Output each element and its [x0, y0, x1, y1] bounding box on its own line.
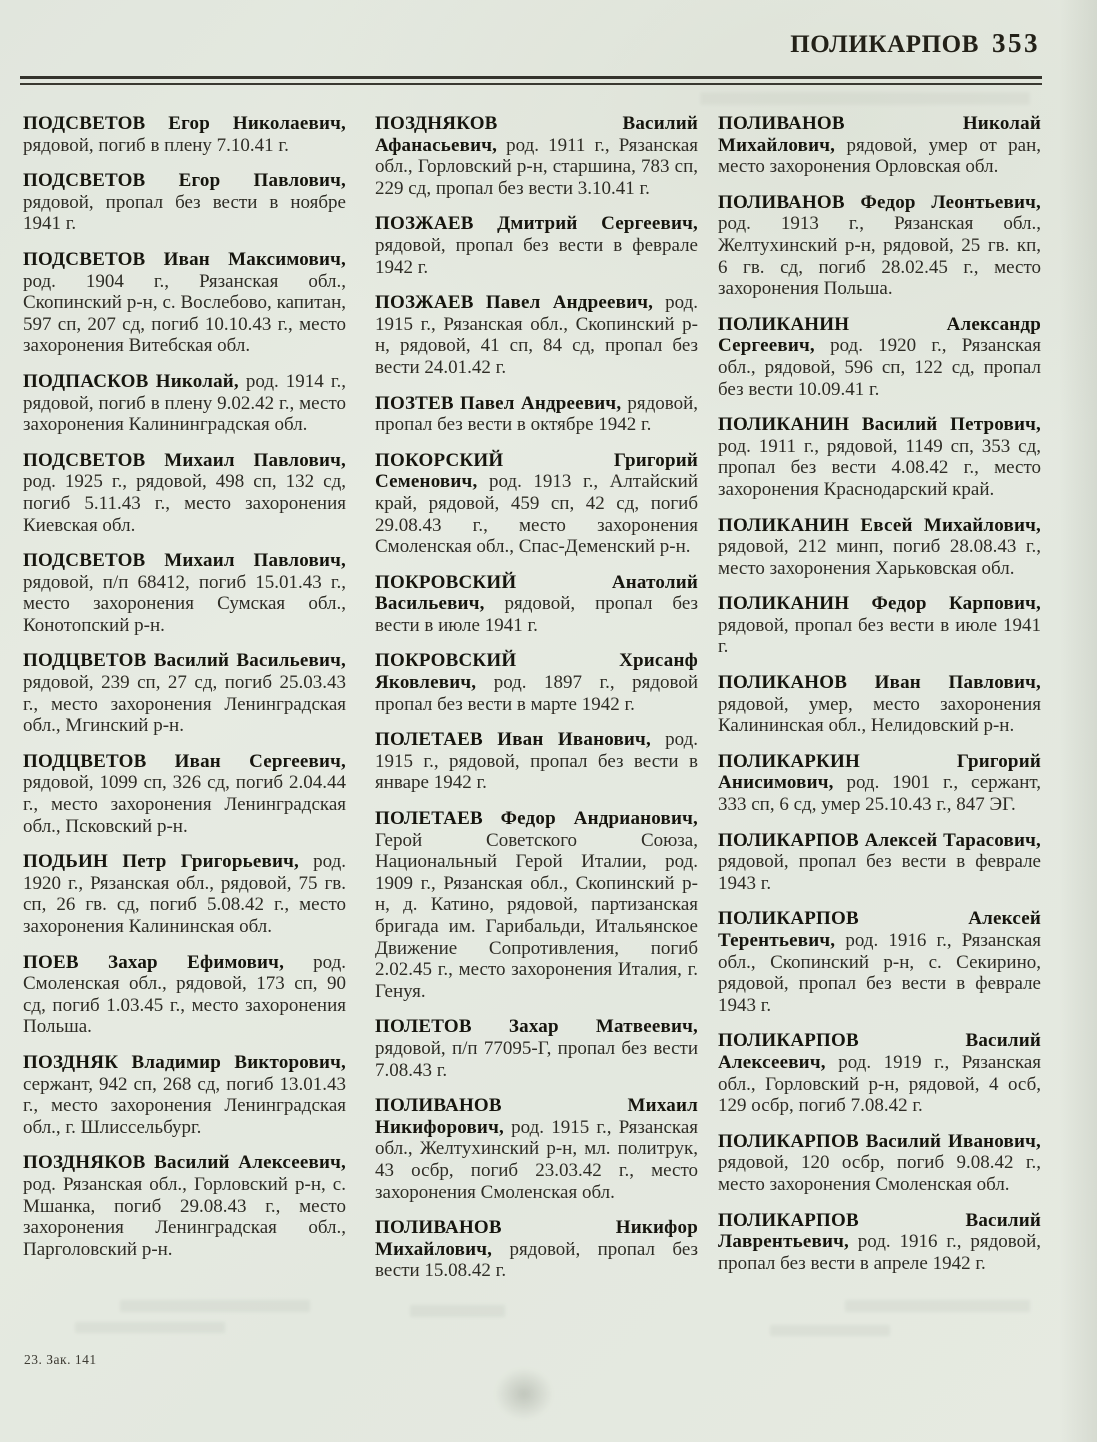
- entry-details: рядовой, 1099 сп, 326 сд, погиб 2.04.44 г., место захоронения Ленинградская обл., Псковский р-н.: [23, 772, 346, 837]
- bleedthrough-artifact: [770, 1325, 890, 1336]
- entry-details: рядовой, пропал без вести в июле 1941 г.: [375, 593, 698, 636]
- entry-person-name: ПОЛИВАНОВ Никифор Михайлович,: [375, 1217, 698, 1260]
- memorial-entry: [718, 515, 1041, 580]
- memorial-entry: [23, 1052, 346, 1138]
- entry-person-name: ПОКОРСКИЙ Григорий Семенович,: [375, 449, 698, 493]
- memorial-entry: [375, 572, 698, 637]
- entry-person-name: ПОЕВ Захар Ефимович,: [23, 951, 285, 973]
- memorial-entry: [718, 1030, 1041, 1116]
- page-number: 353: [992, 28, 1040, 58]
- entry-person-name: ПОКРОВСКИЙ Хрисанф Яковлевич,: [375, 650, 698, 694]
- bleedthrough-artifact: [120, 1300, 310, 1312]
- entry-details: рядовой, пропал без вести в ноябре 1941 г.: [23, 191, 346, 235]
- entry-details: род. 1925 г., рядовой, 498 сп, 132 сд, погиб 5.11.43 г., место захоронения Киевская обл.: [23, 471, 346, 536]
- memorial-entry: [23, 952, 346, 1038]
- memorial-entry: [23, 550, 346, 636]
- entry-person-name: ПОДСВЕТОВ Михаил Павлович,: [23, 449, 346, 471]
- memorial-entry: [375, 292, 698, 378]
- entry-person-name: ПОДСВЕТОВ Егор Николаевич,: [23, 113, 346, 134]
- entry-details: рядовой, 239 сп, 27 сд, погиб 25.03.43 г., место захоронения Ленинградская обл., Мгинский р-н.: [23, 672, 346, 737]
- entry-person-name: ПОКРОВСКИЙ Анатолий Васильевич,: [375, 571, 698, 615]
- memorial-entry: [375, 1095, 698, 1203]
- entry-person-name: ПОЛИВАНОВ Федор Леонтьевич,: [718, 191, 1041, 213]
- entry-person-name: ПОЛИКАРПОВ Василий Алексеевич,: [718, 1030, 1041, 1073]
- memorial-entry: [375, 808, 698, 1002]
- bleedthrough-artifact: [410, 1305, 505, 1317]
- entry-details: род. 1915 г., Рязанская обл., Желтухинский р-н, мл. политрук, 43 осбр, погиб 23.03.42 г., место захоронения Смоленская обл.: [375, 1116, 698, 1203]
- running-head: [790, 28, 1040, 59]
- entry-details: рядовой, пропал без вести в феврале 1942 г.: [375, 234, 698, 278]
- entry-person-name: ПОЛИКАНИН Василий Петрович,: [718, 414, 1041, 436]
- entry-person-name: ПОДЬИН Петр Григорьевич,: [23, 851, 299, 873]
- entry-details: рядовой, пропал без вести в июле 1941 г.: [718, 614, 1041, 658]
- memorial-entry: [23, 249, 346, 357]
- memorial-entry: [23, 751, 346, 837]
- memorial-entry: [375, 1016, 698, 1081]
- bleedthrough-artifact: [75, 1322, 225, 1333]
- entry-details: рядовой, пропал без вести в октябре 1942 г.: [375, 392, 698, 436]
- memorial-entry: [375, 393, 698, 436]
- print-order-note: 23. Зак. 141: [24, 1352, 97, 1367]
- memorial-entry: [718, 192, 1041, 300]
- entry-details: род. 1911 г., Рязанская обл., Горловский р-н, старшина, 783 сп, 229 сд, пропал без вести 3.10.41 г.: [375, 134, 698, 199]
- entry-person-name: ПОЛИКАНОВ Иван Павлович,: [718, 672, 1041, 694]
- entry-details: род. 1920 г., Рязанская обл., рядовой, 75 гв. сп, 26 гв. сд, погиб 5.08.42 г., место захоронения Калининская обл.: [23, 851, 346, 937]
- entry-details: рядовой, умер от ран, место захоронения Орловская обл.: [718, 134, 1041, 178]
- bleedthrough-artifact: [845, 1300, 1030, 1312]
- bleedthrough-artifact: [700, 92, 1030, 105]
- entry-details: род. 1919 г., Рязанская обл., Горловский р-н, рядовой, 4 осб, 129 осбр, погиб 7.08.42 г.: [718, 1051, 1041, 1117]
- entry-person-name: ПОЛИВАНОВ Михаил Никифорович,: [375, 1095, 698, 1138]
- entry-person-name: ПОДЦВЕТОВ Иван Сергеевич,: [23, 750, 346, 772]
- entry-details: род. 1901 г., сержант, 333 сп, 6 сд, умер 25.10.43 г., 847 ЭГ.: [718, 772, 1041, 816]
- memorial-entry: [23, 851, 346, 937]
- entry-person-name: ПОЛИКАРКИН Григорий Анисимович,: [718, 750, 1041, 794]
- entry-person-name: ПОДЦВЕТОВ Василий Васильевич,: [23, 650, 346, 672]
- entry-details: род. 1920 г., Рязанская обл., рядовой, 596 сп, 122 сд, пропал без вести 10.09.41 г.: [718, 335, 1041, 400]
- entry-person-name: ПОЛИВАНОВ Николай Михайлович,: [718, 113, 1041, 156]
- entry-person-name: ПОДСВЕТОВ Иван Максимович,: [23, 248, 346, 270]
- text-column-1: [23, 113, 346, 1274]
- memorial-entry: [23, 650, 346, 736]
- memorial-entry: [23, 113, 346, 156]
- memorial-entry: [375, 113, 698, 199]
- entry-person-name: ПОЗДНЯКОВ Василий Афанасьевич,: [375, 113, 698, 156]
- entry-person-name: ПОЗЖАЕВ Дмитрий Сергеевич,: [375, 213, 698, 235]
- memorial-entry: [718, 414, 1041, 500]
- page-edge-shadow: [1059, 0, 1097, 1442]
- memorial-entry: [718, 314, 1041, 400]
- memorial-entry: [23, 1152, 346, 1260]
- entry-person-name: ПОЗДНЯК Владимир Викторович,: [23, 1051, 346, 1073]
- entry-details: род. 1904 г., Рязанская обл., Скопинский р-н, с. Вослебово, капитан, 597 сп, 207 сд, погиб 10.10.43 г., место захоронения Витебская обл.: [23, 270, 346, 357]
- memorial-entry: [375, 1217, 698, 1282]
- entry-person-name: ПОЛИКАРПОВ Алексей Тарасович,: [718, 829, 1041, 851]
- memorial-entry: [375, 450, 698, 558]
- entry-details: род. 1915 г., Рязанская обл., Скопинский р-н, рядовой, 41 сп, 84 сд, пропал без вести 24.01.42 г.: [375, 292, 698, 378]
- smudge-artifact: [495, 1368, 553, 1420]
- entry-person-name: ПОЗТЕВ Павел Андреевич,: [375, 392, 622, 414]
- entry-person-name: ПОДСВЕТОВ Егор Павлович,: [23, 170, 346, 192]
- entry-details: род. 1916 г., рядовой, пропал без вести в апреле 1942 г.: [718, 1231, 1041, 1274]
- entry-details: род. 1916 г., Рязанская обл., Скопинский р-н, с. Секирино, рядовой, пропал без вести в феврале 1943 г.: [718, 930, 1041, 1016]
- memorial-entry: [375, 729, 698, 794]
- entry-person-name: ПОЛИКАНИН Александр Сергеевич,: [718, 313, 1041, 357]
- entry-details: род. 1913 г., Алтайский край, рядовой, 459 сп, 42 сд, погиб 29.08.43 г., место захоронения Смоленская обл., Спас-Деменский р-н.: [375, 471, 698, 558]
- entry-details: рядовой, п/п 77095-Г, пропал без вести 7.08.43 г.: [375, 1037, 698, 1081]
- entry-details: род. Рязанская обл., Горловский р-н, с. Мшанка, погиб 29.08.43 г., место захоронения Ленинградская обл., Парголовский р-н.: [23, 1173, 346, 1260]
- memorial-entry: [718, 1131, 1041, 1196]
- text-column-3: [718, 113, 1041, 1288]
- entry-details: род. 1914 г., рядовой, погиб в плену 9.02.42 г., место захоронения Калининградская обл.: [23, 370, 346, 436]
- memorial-entry: [718, 908, 1041, 1016]
- entry-details: рядовой, 120 осбр, погиб 9.08.42 г., место захоронения Смоленская обл.: [718, 1152, 1041, 1195]
- running-title: ПОЛИКАРПОВ: [790, 31, 979, 58]
- memorial-entry: [718, 672, 1041, 737]
- entry-person-name: ПОЛИКАРПОВ Алексей Терентьевич,: [718, 908, 1041, 951]
- entry-person-name: ПОДПАСКОВ Николай,: [23, 370, 239, 392]
- header-rule: [20, 76, 1042, 85]
- entry-details: рядовой, умер, место захоронения Калининская обл., Нелидовский р-н.: [718, 693, 1041, 737]
- entry-details: рядовой, пропал без вести 15.08.42 г.: [375, 1238, 698, 1282]
- entry-details: род. Смоленская обл., рядовой, 173 сп, 90 сд, погиб 1.03.45 г., место захоронения Польша.: [23, 951, 347, 1038]
- memorial-entry: [23, 371, 346, 436]
- memorial-entry: [718, 113, 1041, 178]
- entry-person-name: ПОДСВЕТОВ Михаил Павлович,: [23, 550, 346, 572]
- entry-details: рядовой, пропал без вести в феврале 1943 г.: [718, 851, 1041, 894]
- memorial-entry: [23, 450, 346, 536]
- memorial-entry: [718, 593, 1041, 658]
- entry-details: род. 1915 г., рядовой, пропал без вести в январе 1942 г.: [375, 729, 698, 794]
- entry-person-name: ПОЛЕТОВ Захар Матвеевич,: [375, 1016, 698, 1038]
- memorial-entry: [23, 170, 346, 235]
- entry-person-name: ПОЛЕТАЕВ Федор Андрианович,: [375, 808, 698, 830]
- entry-details: сержант, 942 сп, 268 сд, погиб 13.01.43 г., место захоронения Ленинградская обл., г. Шлиссельбург.: [23, 1073, 346, 1138]
- entry-person-name: ПОЛИКАРПОВ Василий Иванович,: [718, 1130, 1041, 1152]
- memorial-entry: [718, 1210, 1041, 1275]
- entry-details: Герой Советского Союза, Национальный Герой Италии, род. 1909 г., Рязанская обл., Скопинский р-н, д. Катино, рядовой, партизанская бригада им. Гарибальди, Итальянское Движение Сопротивления, погиб 2.02.45 г., место захоронения Италия, г. Генуя.: [375, 829, 698, 1002]
- entry-details: род. 1911 г., рядовой, 1149 сп, 353 сд, пропал без вести 4.08.42 г., место захоронения Краснодарский край.: [718, 435, 1041, 500]
- entry-person-name: ПОЛИКАНИН Федор Карпович,: [718, 593, 1041, 615]
- entry-details: рядовой, 212 минп, погиб 28.08.43 г., место захоронения Харьковская обл.: [718, 536, 1041, 579]
- memorial-entry: [718, 751, 1041, 816]
- entry-person-name: ПОЛИКАРПОВ Василий Лаврентьевич,: [718, 1209, 1041, 1253]
- entry-person-name: ПОЗДНЯКОВ Василий Алексеевич,: [23, 1152, 346, 1174]
- memorial-entry: [375, 650, 698, 715]
- entry-details: рядовой, погиб в плену 7.10.41 г.: [23, 134, 289, 156]
- entry-person-name: ПОЛЕТАЕВ Иван Иванович,: [375, 729, 651, 751]
- entry-person-name: ПОЛИКАНИН Евсей Михайлович,: [718, 514, 1041, 536]
- memorial-entry: [718, 830, 1041, 895]
- entry-details: рядовой, п/п 68412, погиб 15.01.43 г., место захоронения Сумская обл., Конотопский р-н.: [23, 571, 346, 636]
- memorial-entry: [375, 213, 698, 278]
- text-column-2: [375, 113, 698, 1296]
- entry-person-name: ПОЗЖАЕВ Павел Андреевич,: [375, 292, 654, 314]
- entry-details: род. 1913 г., Рязанская обл., Желтухинский р-н, рядовой, 25 гв. кп, 6 гв. сд, погиб 28.02.45 г., место захоронения Польша.: [718, 213, 1041, 300]
- entry-details: род. 1897 г., рядовой пропал без вести в марте 1942 г.: [375, 672, 698, 715]
